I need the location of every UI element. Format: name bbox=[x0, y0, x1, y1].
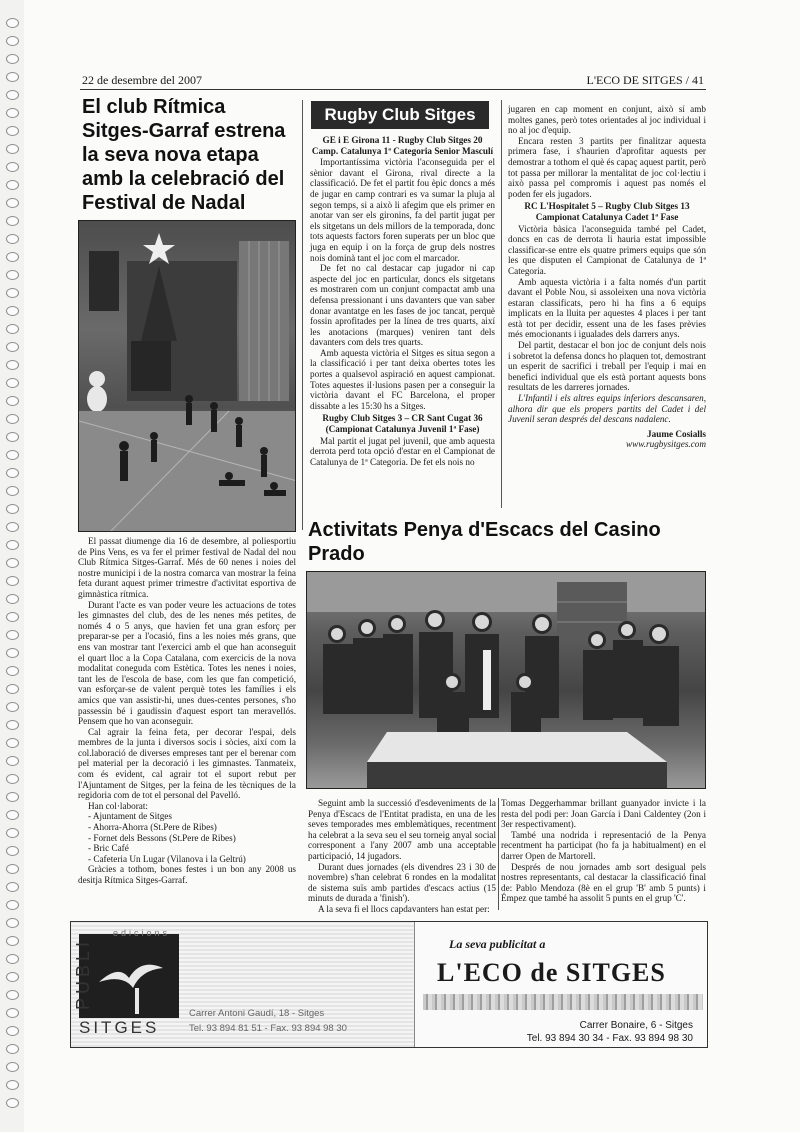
rugby-match-title: RC L'Hospitalet 5 – Rugby Club Sitges 13 Campionat Catalunya Cadet 1ª Fase bbox=[524, 201, 690, 222]
escacs-paragraph: A la seva fi el llocs capdavanters han estat per: bbox=[318, 903, 490, 914]
ad-edicions-text: edicions bbox=[113, 928, 171, 938]
rugby-paragraph: Mal partit el jugat pel juvenil, que amb aquesta derrota perd tota opció d'estar en el Campionat de Catalunya de 1ª Categoria. De fet els nois no bbox=[310, 435, 495, 467]
collaborators-list bbox=[88, 811, 296, 864]
collaborator-item: - Ajuntament de Sitges bbox=[88, 811, 172, 822]
seagull-logo-icon bbox=[79, 934, 179, 1018]
binding-ring bbox=[6, 1026, 19, 1036]
ad-left-address: Carrer Antoni Gaudí, 18 - Sitges bbox=[189, 1008, 325, 1019]
escacs-column-right bbox=[501, 798, 706, 904]
ritmica-headline: El club Rítmica Sitges-Garraf estrena la seva nova etapa amb la celebració del Festival de Nadal bbox=[82, 96, 286, 214]
collaborator-item: - Fornet dels Bessons (St.Pere de Ribes) bbox=[88, 832, 236, 843]
ad-tagline: La seva publicitat a bbox=[449, 937, 546, 951]
ad-sitges-text: SITGES bbox=[79, 1018, 160, 1037]
binding-ring bbox=[6, 522, 19, 532]
binding-ring bbox=[6, 90, 19, 100]
rugby-paragraph: Importantíssima victòria l'aconseguida per el sènior davant el Girona, rival directe a la classificació. De fet el partit fou èpic doncs a més de jugar en camp contrari es va sumar la pluja al segon temps, si a això li afegim que els primer en anotar van ser els gironins, fa del partit jugat per els sitgetans un dels millors de la temporada, donc tots aquests factors foren superats per un bloc que juga en equip i on la força de grup dels nostres nois dominà tant el joc com el marcador. bbox=[310, 157, 495, 263]
binding-ring bbox=[6, 72, 19, 82]
rugby-website: www.rugbysitges.com bbox=[626, 439, 706, 450]
binding-ring bbox=[6, 126, 19, 136]
ritmica-paragraph: El passat diumenge dia 16 de desembre, al poliesportiu de Pins Vens, es va fer el primer festival de Nadal del nou Club Rítmica Sitges-Garraf. Més de 60 nenes i noies del nostre municipi i de la nostra comarca van mostrar la feina feta durant aquest primer trimestre d'activitat esportiva de gimnàstica rítmica. bbox=[78, 536, 296, 599]
binding-ring bbox=[6, 360, 19, 370]
ad-skyline-image bbox=[423, 994, 703, 1010]
binding-ring bbox=[6, 936, 19, 946]
binding-ring bbox=[6, 504, 19, 514]
binding-ring bbox=[6, 378, 19, 388]
binding-ring bbox=[6, 882, 19, 892]
rugby-paragraph: Del partit, destacar el bon joc de conjunt dels nois i sobretot la defensa doncs ho plaquen tot, demostrant un esperit de sacrifici i treball per l'equip i mai en benefici individual que els està portant aquests bons resultats de les darreres jornades. bbox=[508, 340, 706, 393]
binding-ring bbox=[6, 324, 19, 334]
rugby-paragraph: Victòria bàsica l'aconseguida també pel Cadet, doncs en cas de derrota li hauria estat impossible classificar-se entre els quatre primers equips que són les que disputen el Campionat de Catalunya de 1ª Categoria. bbox=[508, 223, 706, 276]
binding-ring bbox=[6, 1008, 19, 1018]
gymnastics-photo bbox=[78, 220, 296, 532]
binding-ring bbox=[6, 738, 19, 748]
escacs-paragraph: Després de nou jornades amb sort desigual pels nostres representants, cal destacar la classificació final de: Pablo Mendoza (8è en el grup 'B' amb 5 punts) i Émpez que també ha assolit 5 punts en el grup 'C'. bbox=[501, 861, 706, 904]
binding-ring bbox=[6, 576, 19, 586]
ad-left-phone: Tel. 93 894 81 51 - Fax. 93 894 98 30 bbox=[189, 1023, 347, 1034]
binding-ring bbox=[6, 342, 19, 352]
rugby-match-title: GE i E Girona 11 - Rugby Club Sitges 20 Camp. Catalunya 1ª Categoria Senior Masculí bbox=[311, 135, 494, 156]
binding-ring bbox=[6, 216, 19, 226]
binding-ring bbox=[6, 702, 19, 712]
ad-publi-text: PUBLI bbox=[73, 937, 93, 1010]
binding-ring bbox=[6, 792, 19, 802]
binding-ring bbox=[6, 144, 19, 154]
binding-ring bbox=[6, 1062, 19, 1072]
ritmica-paragraph: Cal agrair la feina feta, per decorar l'espai, dels membres de la junta i diversos socis i sòcies, així com la col.laboració de diverses empreses tant per el berenar com pel material per la decoració i les gimnastes. Tanmateix, com és evident, cal agrair tot el suport rebut per l'Ajuntament de Sitges, per la feina de les tècniques de la regidoria com de tot el personal del Pavelló. bbox=[78, 726, 296, 801]
header-date: 22 de desembre del 2007 bbox=[82, 73, 202, 87]
escacs-paragraph: També una nodrida i representació de la Penya recentment ha participat (ho fa ja habitualment) en el darrer Open de Martorell. bbox=[501, 829, 706, 861]
binding-ring bbox=[6, 918, 19, 928]
binding-ring bbox=[6, 1098, 19, 1108]
ad-right-address: Carrer Bonaire, 6 - Sitges bbox=[579, 1020, 693, 1031]
column-rule bbox=[501, 100, 502, 508]
newspaper-page bbox=[24, 0, 800, 1132]
binding-ring bbox=[6, 36, 19, 46]
binding-ring bbox=[6, 972, 19, 982]
ad-right-phone: Tel. 93 894 30 34 - Fax. 93 894 98 30 bbox=[526, 1033, 693, 1044]
ritmica-closing: Gràcies a tothom, bones festes i un bon any 2008 us desitja Rítmica Sitges-Garraf. bbox=[78, 864, 296, 885]
binding-ring bbox=[6, 1044, 19, 1054]
binding-ring bbox=[6, 612, 19, 622]
binding-ring bbox=[6, 306, 19, 316]
binding-ring bbox=[6, 18, 19, 28]
binding-ring bbox=[6, 234, 19, 244]
binding-ring bbox=[6, 540, 19, 550]
binding-ring bbox=[6, 198, 19, 208]
binding-ring bbox=[6, 162, 19, 172]
escacs-paragraph: Tomas Deggerhammar brillant guanyador invicte i la resta del podi per: Joan García i Dani Caldentey (2on i 3er respectivament). bbox=[501, 798, 706, 830]
rugby-author: Jaume Cosialls bbox=[647, 428, 706, 439]
binding-ring bbox=[6, 990, 19, 1000]
binding-ring bbox=[6, 288, 19, 298]
binding-ring bbox=[6, 666, 19, 676]
binding-ring bbox=[6, 774, 19, 784]
ad-brand-logo: L'ECO de SITGES bbox=[437, 958, 666, 987]
binding-ring bbox=[6, 648, 19, 658]
rugby-paragraph: jugaren en cap moment en conjunt, això sí amb moltes ganes, però totes orientades al joc individual i no al joc d'equip. bbox=[508, 104, 706, 136]
collaborator-item: - Bric Café bbox=[88, 843, 129, 854]
binding-ring bbox=[6, 720, 19, 730]
binding-ring bbox=[6, 414, 19, 424]
ritmica-paragraph: Durant l'acte es van poder veure les actuacions de totes les gimnastes del club, des de les nenes més petites, de només 4 o 5 anys, que havien fet una gran esforç per preparar-se per a l'ocasió, fins a les noies més grans, que ens van mostrar tant l'exercici amb el que han aconseguit el quart lloc a la Copa Catalana, com exercicis de la nova modalitat coneguda com Estètica. Totes les nenes i noies, tant les de l'escola de base, com les que fan competició, van esforçar-se de valent perquè totes les famílies i els amics que van assistir-hi, unes dues-centes persones, s'ho passessin bé i gaudissin d'aquest esport tan meravellós. Pensem que ho van aconseguir. bbox=[78, 599, 296, 727]
rugby-paragraph: Amb aquesta victòria i a falta només d'un partit davant el Poble Nou, si assoleixen una nova victòria estaran classificats, pero hi ha fins a 6 equips implicats en la lluita per aquestes 4 places i per tant està tot per decidir, essent una de les fases prèvies més emocionants i igualades dels darrers anys. bbox=[508, 276, 706, 340]
binding-ring bbox=[6, 468, 19, 478]
binding-ring bbox=[6, 810, 19, 820]
binding-ring bbox=[6, 828, 19, 838]
binding-ring bbox=[6, 846, 19, 856]
binding-ring bbox=[6, 630, 19, 640]
binding-ring bbox=[6, 684, 19, 694]
ritmica-body bbox=[78, 536, 296, 886]
rugby-banner: Rugby Club Sitges bbox=[311, 101, 489, 129]
binding-ring bbox=[6, 180, 19, 190]
binding-ring bbox=[6, 450, 19, 460]
binding-ring bbox=[6, 756, 19, 766]
rugby-paragraph: Encara resten 3 partits per finalitzar aquesta primera fase, i s'haurien d'aprofitar aquests per demostrar a tothom el què és capaç aquest partit, però tot passa per millorar la mentalitat de joc col·lectiu i això passa pel compromís i aquest pas només el poden fer els jugadors. bbox=[508, 135, 706, 199]
header-publication: L'ECO DE SITGES / 41 bbox=[586, 73, 704, 87]
rugby-match-title: Rugby Club Sitges 3 – CR Sant Cugat 36 (Campionat Catalunya Juvenil 1ª Fase) bbox=[322, 413, 483, 435]
binding-ring bbox=[6, 558, 19, 568]
binding-ring bbox=[6, 396, 19, 406]
escacs-paragraph: Seguint amb la successió d'esdeveniments de la Penya d'Escacs de l'Entitat pradista, en una de les seves temporades mes emblemàtiques, recentment ha celebrat a la seva seu el seu torneig anyal social corresponent a l'any 2007 amb una acceptable participació, 14 jugadors. bbox=[308, 798, 496, 861]
spiral-binding bbox=[2, 18, 22, 1118]
binding-ring bbox=[6, 432, 19, 442]
binding-ring bbox=[6, 108, 19, 118]
binding-ring bbox=[6, 864, 19, 874]
escacs-column-left bbox=[308, 798, 496, 915]
collaborator-item: - Cafeteria Un Lugar (Vilanova i la Geltrú) bbox=[88, 853, 246, 864]
escacs-headline: Activitats Penya d'Escacs del Casino Prado bbox=[308, 519, 661, 565]
column-rule bbox=[302, 100, 303, 530]
binding-ring bbox=[6, 900, 19, 910]
rugby-paragraph: De fet no cal destacar cap jugador ni cap aspecte del joc en particular, doncs els sitgetans es mostraren com un conjunt compactat amb una defensa pressionant i uns davanters que van saber donar avantatge en les fases de joc tancat, perquè fossin aprofitades per la línea de tres quarts, així les anotacions (marques) veniren tant dels davanters com dels tres quarts. bbox=[310, 263, 495, 348]
collaborator-item: - Ahorra-Ahorra (St.Pere de Ribes) bbox=[88, 822, 217, 833]
binding-ring bbox=[6, 54, 19, 64]
binding-ring bbox=[6, 270, 19, 280]
rugby-paragraph: Amb aquesta victòria el Sitges es situa segon a la classificació i per tant deixa obertes totes les portes a qualsevol aspiració en aquest campionat. Totes aquestes il·lusions pasen per a conseguir la victòria davant el FC Barcelona, el proper dissabte a les 15:30 hs a Sitges. bbox=[310, 347, 495, 411]
binding-ring bbox=[6, 954, 19, 964]
escacs-paragraph: Durant dues jornades (els divendres 23 i 30 de novembre) s'han celebrat 6 rondes en la modalitat de sistema suïs amb partides d'escacs actius (15 minuts de durada a 'finish'). bbox=[308, 861, 496, 904]
header-rule bbox=[80, 89, 706, 90]
rugby-note: L'Infantil i els altres equips inferiors descansaren, alhora dir que els propers partits del Cadet i del Juvenil seran després del descans nadalenc. bbox=[508, 393, 706, 425]
binding-ring bbox=[6, 594, 19, 604]
binding-ring bbox=[6, 252, 19, 262]
chess-club-photo bbox=[306, 571, 706, 789]
rugby-column-left bbox=[310, 133, 495, 467]
ritmica-collab-intro: Han col·laborat: bbox=[88, 800, 148, 811]
advertisement-banner bbox=[70, 921, 708, 1048]
rugby-column-right bbox=[508, 104, 706, 450]
binding-ring bbox=[6, 486, 19, 496]
column-rule bbox=[498, 798, 499, 910]
publi-sitges-ad bbox=[71, 922, 415, 1047]
binding-ring bbox=[6, 1080, 19, 1090]
